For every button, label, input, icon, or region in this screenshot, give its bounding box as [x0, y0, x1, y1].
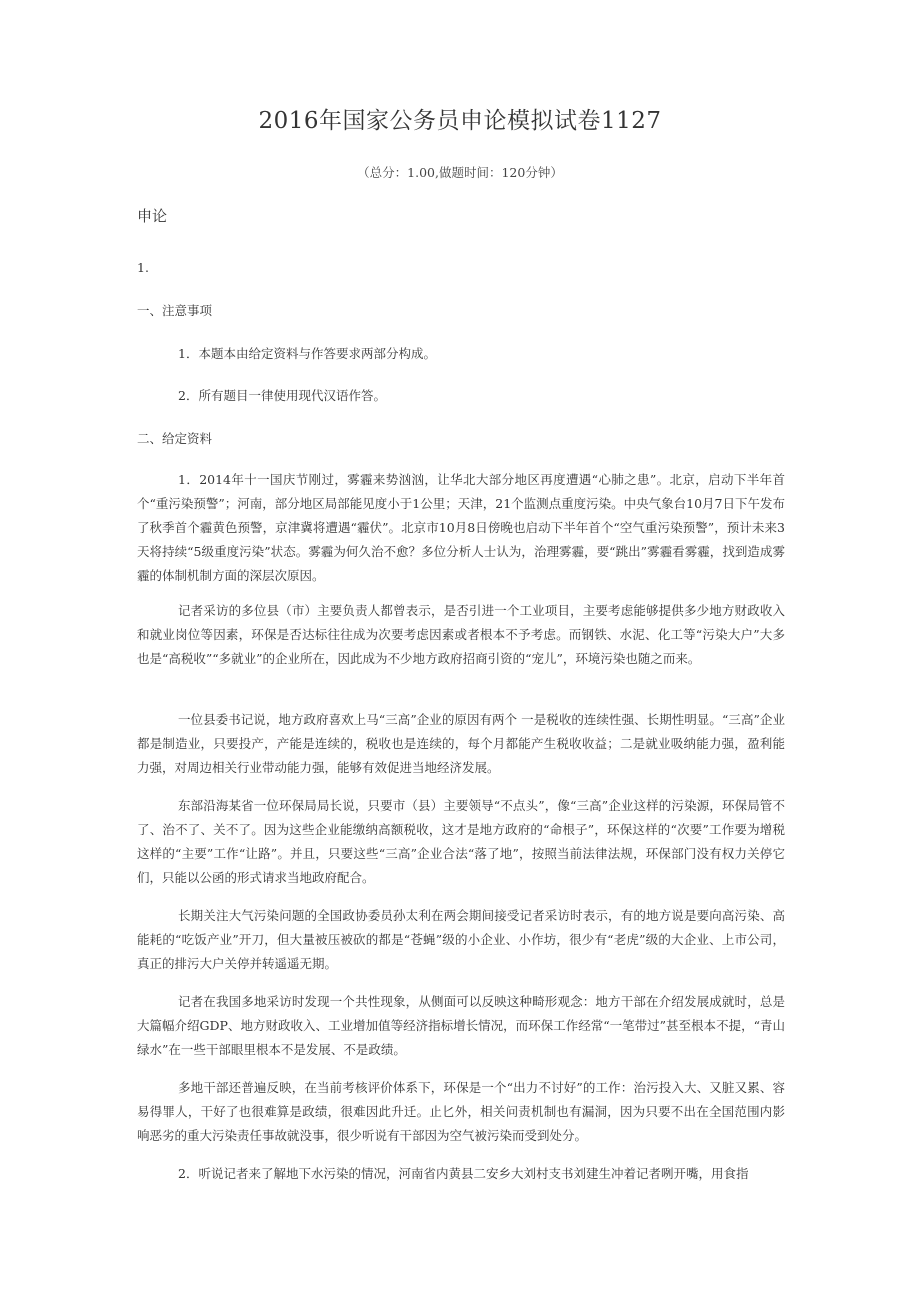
material-paragraph: 记者在我国多地采访时发现一个共性现象，从侧面可以反映这种畸形观念：地方干部在介绍发展成就时，总是大篇幅介绍GDP、地方财政收入、工业增加值等经济指标增长情况，而环保工作经常“一笔带过”甚至根本不提，“青山绿水”在一些干部眼里根本不是发展、不是政绩。: [137, 994, 785, 1057]
heading-notes: 一、注意事项: [137, 303, 213, 318]
material-paragraph: 2．听说记者来了解地下水污染的情况，河南省内黄县二安乡大刘村支书刘建生冲着记者咧开嘴，用食指: [178, 1166, 749, 1181]
section-heading: 申论: [137, 207, 168, 225]
material-paragraph: 长期关注大气污染问题的全国政协委员孙太利在两会期间接受记者采访时表示，有的地方说是要向高污染、高能耗的“吃饭产业”开刀，但大量被压被砍的都是“苍蝇”级的小企业、小作坊，很少有“老虎”级的大企业、上市公司，真正的排污大户关停并转遥遥无期。: [137, 908, 785, 971]
material-paragraph: 多地干部还普遍反映，在当前考核评价体系下，环保是一个“出力不讨好”的工作：治污投入大、又脏又累、容易得罪人，干好了也很难算是政绩，很难因此升迁。止匕外，相关问责机制也有漏洞，因为只要不出在全国范围内影响恶劣的重大污染责任事故就没事，很少听说有干部因为空气被污染而受到处分。: [137, 1080, 785, 1143]
note-item: 1．本题本由给定资料与作答要求两部分构成。: [178, 346, 436, 361]
question-number: 1.: [137, 260, 149, 275]
material-paragraph: 记者采访的多位县（市）主要负责人都曾表示，是否引进一个工业项目，主要考虑能够提供多少地方财政收入和就业岗位等因素，环保是否达标往往成为次要考虑因素或者根本不予考虑。而钢铁、水泥、化工等“污染大户”大多也是“高税收”“多就业”的企业所在，因此成为不少地方政府招商引资的“宠儿”，环境污染也随之而来。: [137, 603, 785, 666]
material-paragraph: 一位县委书记说，地方政府喜欢上马“三高”企业的原因有两个 一是税收的连续性强、长期性明显。“三高”企业都是制造业，只要投产，产能是连续的，税收也是连续的，每个月都能产生税收收益；二是就业吸纳能力强，盈利能力强，对周边相关行业带动能力强，能够有效促进当地经济发展。: [137, 712, 785, 775]
material-paragraph: 东部沿海某省一位环保局局长说，只要市（县）主要领导“不点头”，像“三高”企业这样的污染源，环保局管不了、治不了、关不了。因为这些企业能缴纳高额税收，这才是地方政府的“命根子”，环保这样的“次要”工作要为增税这样的“主要”工作“让路”。并且，只要这些“三高”企业合法“落了地”，按照当前法律法规，环保部门没有权力关停它们，只能以公函的形式请求当地政府配合。: [137, 798, 785, 885]
note-item: 2．所有题目一律使用现代汉语作答。: [178, 388, 386, 403]
document-subtitle: （总分：1.00,做题时间：120分钟）: [357, 165, 563, 180]
heading-materials: 二、给定资料: [137, 431, 213, 446]
material-paragraph: 1．2014年十一国庆节刚过，雾霾来势汹汹，让华北大部分地区再度遭遇“心肺之患”。北京，启动下半年首个“重污染预警”；河南，部分地区局部能见度小于1公里；天津，21个监测点重度污染。中央气象台10月7日下午发布了秋季首个霾黄色预警，京津冀将遭遇“霾伏”。北京市10月8日傍晚也启动下半年首个“空气重污染预警”，预计未来3天将持续“5级重度污染”状态。雾霾为何久治不愈？多位分析人士认为，治理雾霾，要“跳出”雾霾看雾霾，找到造成雾霾的体制机制方面的深层次原因。: [137, 472, 786, 583]
document-title: 2016年国家公务员申论模拟试卷1127: [258, 108, 662, 134]
